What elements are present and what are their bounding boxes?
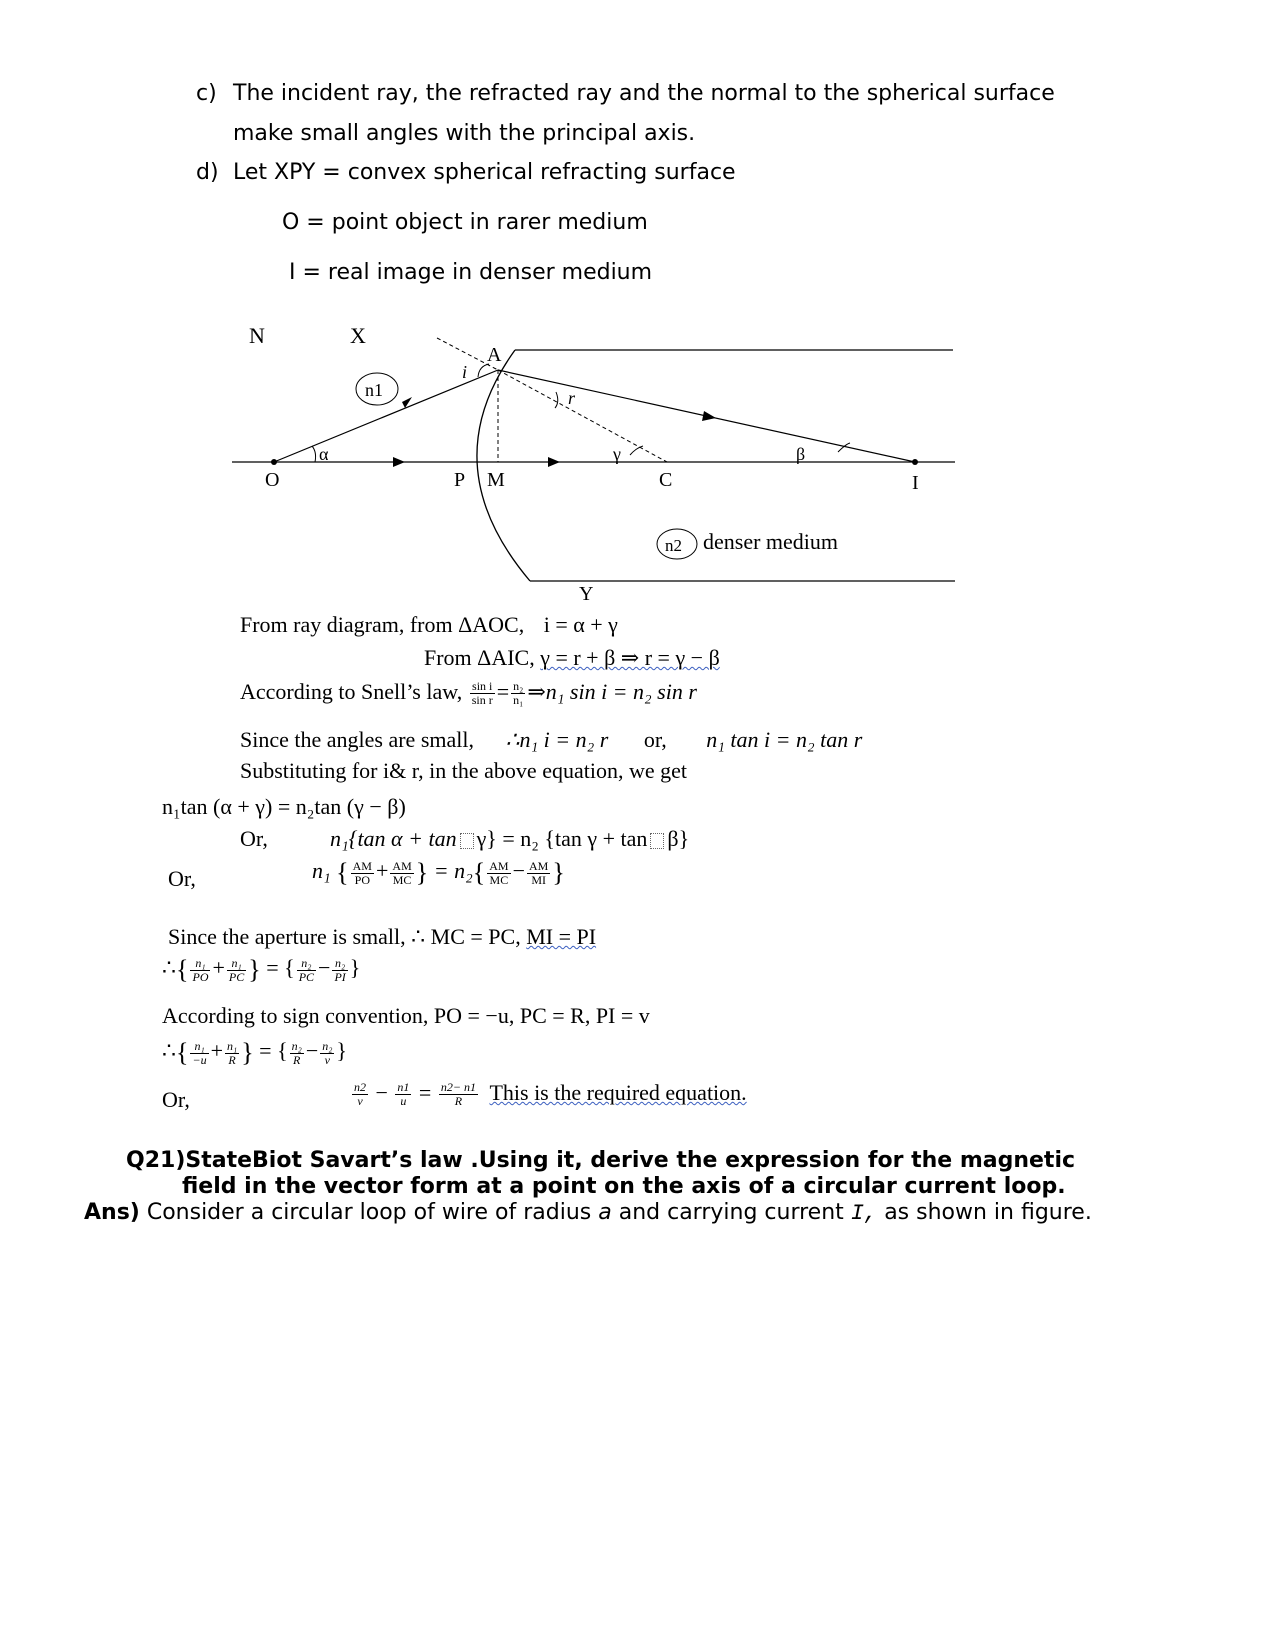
label-alpha: α — [319, 444, 329, 464]
placeholder-box — [650, 833, 664, 849]
derivation-line1: From ray diagram, from ΔAOC, i = α + γ — [240, 612, 618, 637]
ray-diagram — [0, 0, 1275, 620]
refracted-ray-arrow — [702, 411, 716, 421]
incident-ray — [274, 370, 498, 462]
list-item-c-line1: The incident ray, the refracted ray and the normal to the spherical surface — [233, 81, 1055, 106]
label-r: r — [568, 388, 576, 408]
final-equation: $\frac{n2}{v}$ − $\frac{n1}{u}$ = $\frac{n2- n1}{R}$ This is the required equation. — [354, 1080, 747, 1109]
aperture-line: Since the aperture is small, ∴ MC = PC, MI = PI — [168, 924, 597, 949]
list-marker-d: d) — [196, 160, 219, 185]
pc-equation: ∴{ $\frac{\text{n₁}}{PO}$ + $\frac{\text{n₁}}{PC}$ } = { $\frac{\text{n₂}}{PC}$ − $\frac{\text{n₂}}{PI}$ } — [162, 955, 361, 984]
normal-line — [498, 370, 667, 462]
arc-r — [555, 392, 558, 408]
question-q21-line1: Q21)StateBiot Savart’s law .Using it, derive the expression for the magnetic — [126, 1148, 1076, 1173]
derivation-line2: From ΔAIC, γ = r + β ⇒ r = γ − β — [424, 645, 720, 670]
snell-law-line: According to Snell’s law, $\frac{\text{sin i}}{\text{sin r}}$ = $\frac{\text{n₂}}{\text{n₁}}$ ⇒n₁ sin i = n₂ sin r — [240, 679, 697, 708]
list-item-d-line3: I = real image in denser medium — [289, 260, 653, 285]
list-item-c-line2: make small angles with the principal axis. — [233, 121, 696, 146]
label-O: O — [265, 469, 280, 491]
list-item-d-line1: Let XPY = convex spherical refracting surface — [233, 160, 736, 185]
or-label-3: Or, — [162, 1087, 190, 1112]
label-gamma: γ — [613, 444, 621, 464]
answer-line: Ans) Consider a circular loop of wire of radius a and carrying current I, as shown in figure. — [84, 1200, 1092, 1226]
u-equation: ∴{ $\frac{\text{n₁}}{-u}$ + $\frac{\text{n₁}}{R}$ } = { $\frac{\text{n₂}}{R}$ − $\frac{\text{n₂}}{v}$ } — [162, 1038, 347, 1067]
placeholder-box — [460, 833, 474, 849]
label-N: N — [249, 323, 265, 348]
point-O — [271, 459, 277, 465]
am-equation: n₁ { $\frac{AM}{PO}$ + $\frac{AM}{MC}$ } = n₂{ $\frac{AM}{MC}$ − $\frac{AM}{MI}$ } — [312, 858, 565, 887]
list-marker-c: c) — [196, 81, 217, 106]
axis-arrow-2 — [548, 457, 560, 467]
sign-convention-line: According to sign convention, PO = −u, PC = R, PI = v — [162, 1003, 650, 1028]
substitution-line: Substituting for i& r, in the above equation, we get — [240, 758, 687, 783]
label-denser-medium: denser medium — [703, 529, 839, 554]
label-X: X — [350, 323, 366, 348]
label-A: A — [487, 344, 502, 366]
label-beta: β — [796, 444, 806, 464]
question-q21-line2: field in the vector form at a point on the axis of a circular current loop. — [182, 1174, 1066, 1199]
label-n2: n2 — [665, 536, 682, 555]
label-C: C — [659, 469, 673, 491]
tan-equation: n₁tan (α + γ) = n₂tan (γ − β) — [162, 794, 406, 819]
label-P: P — [454, 469, 466, 491]
or-label-2: Or, — [168, 866, 196, 891]
or-label-1: Or, — [240, 826, 268, 851]
refracting-surface — [477, 350, 530, 581]
label-i: i — [462, 362, 468, 382]
tan-sum-equation: n₁{tan α + tan γ} = n₂ {tan γ + tan β} — [330, 826, 690, 851]
label-n1: n1 — [365, 380, 383, 400]
arc-alpha — [312, 446, 316, 462]
label-I: I — [912, 472, 919, 494]
small-angles-line: Since the angles are small, ∴n₁ i = n₂ r or, n₁ tan i = n₂ tan r — [240, 727, 863, 752]
axis-arrow-1 — [393, 457, 405, 467]
list-item-d-line2: O = point object in rarer medium — [282, 210, 648, 235]
label-M: M — [487, 469, 505, 491]
point-I — [912, 459, 918, 465]
label-Y: Y — [579, 583, 594, 605]
